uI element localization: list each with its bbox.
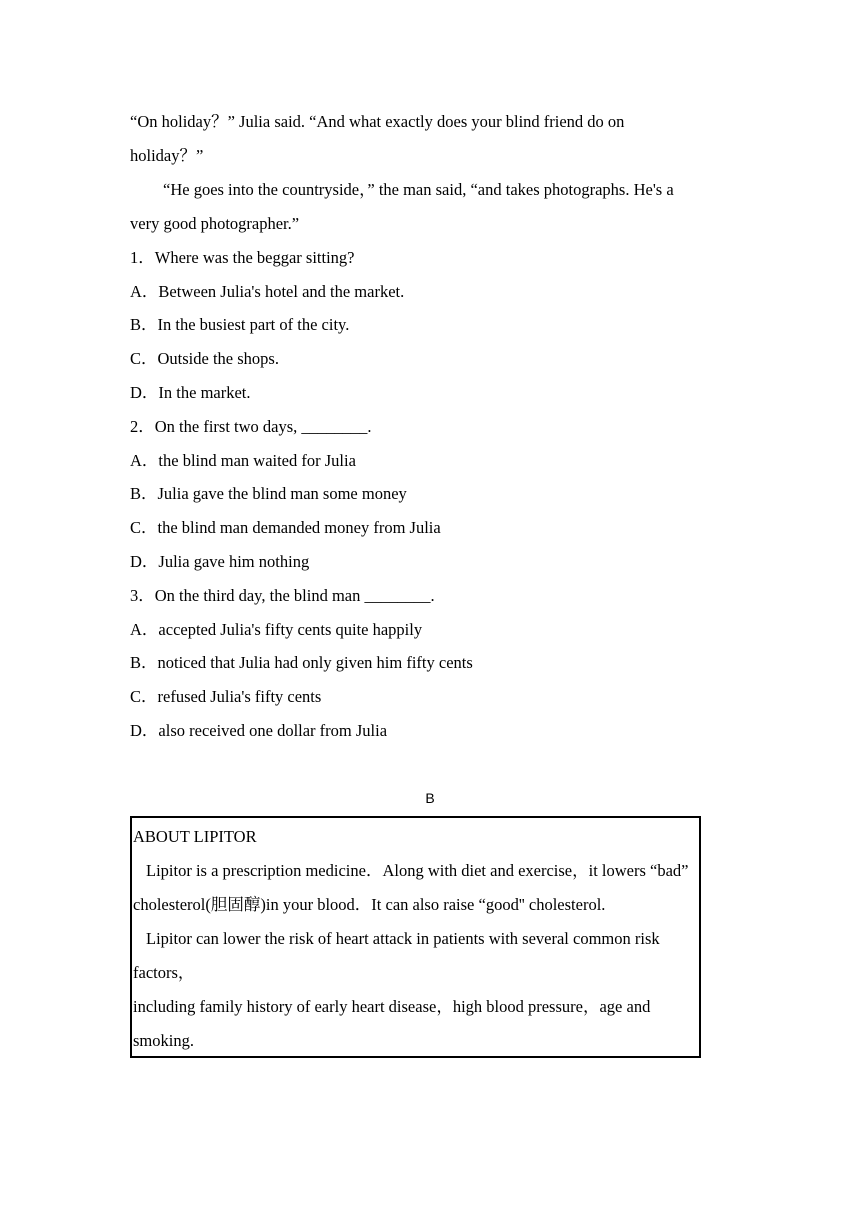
box-line: Lipitor can lower the risk of heart attack in patients with several common risk xyxy=(146,929,660,948)
question-option: D．also received one dollar from Julia xyxy=(130,721,388,740)
box-line: smoking. xyxy=(133,1031,194,1050)
box-title: ABOUT LIPITOR xyxy=(133,827,257,846)
question-stem: 2．On the first two days, ________. xyxy=(130,417,372,436)
question-option: A．Between Julia's hotel and the market. xyxy=(130,282,405,301)
question-stem: 1．Where was the beggar sitting? xyxy=(130,248,355,267)
question-option: B．noticed that Julia had only given him fifty cents xyxy=(130,653,473,672)
question-option: A．accepted Julia's fifty cents quite happily xyxy=(130,620,423,639)
passage-line: holiday？” xyxy=(130,146,204,165)
question-option: B．Julia gave the blind man some money xyxy=(130,484,407,503)
passage-line: very good photographer.” xyxy=(130,214,300,233)
question-option: D．Julia gave him nothing xyxy=(130,552,310,571)
question-option: C．the blind man demanded money from Julia xyxy=(130,518,441,537)
question-option: A．the blind man waited for Julia xyxy=(130,451,356,470)
question-option: D．In the market. xyxy=(130,383,251,402)
passage-line: “On holiday？” Julia said. “And what exactly does your blind friend do on xyxy=(130,112,625,131)
box-line: including family history of early heart disease，high blood pressure，age and xyxy=(133,997,651,1016)
lipitor-info-box xyxy=(130,816,701,1058)
question-option: C．refused Julia's fifty cents xyxy=(130,687,322,706)
question-stem: 3．On the third day, the blind man ________. xyxy=(130,586,435,605)
question-option: B．In the busiest part of the city. xyxy=(130,315,350,334)
section-label: B xyxy=(425,790,435,806)
box-line: cholesterol(胆固醇)in your blood．It can also raise “good'' cholesterol. xyxy=(133,895,606,914)
box-line: Lipitor is a prescription medicine．Along with diet and exercise，it lowers “bad” xyxy=(146,861,689,880)
question-option: C．Outside the shops. xyxy=(130,349,279,368)
box-line: factors， xyxy=(133,963,195,982)
passage-line: “He goes into the countryside，” the man said, “and takes photographs. He's a xyxy=(163,180,674,199)
